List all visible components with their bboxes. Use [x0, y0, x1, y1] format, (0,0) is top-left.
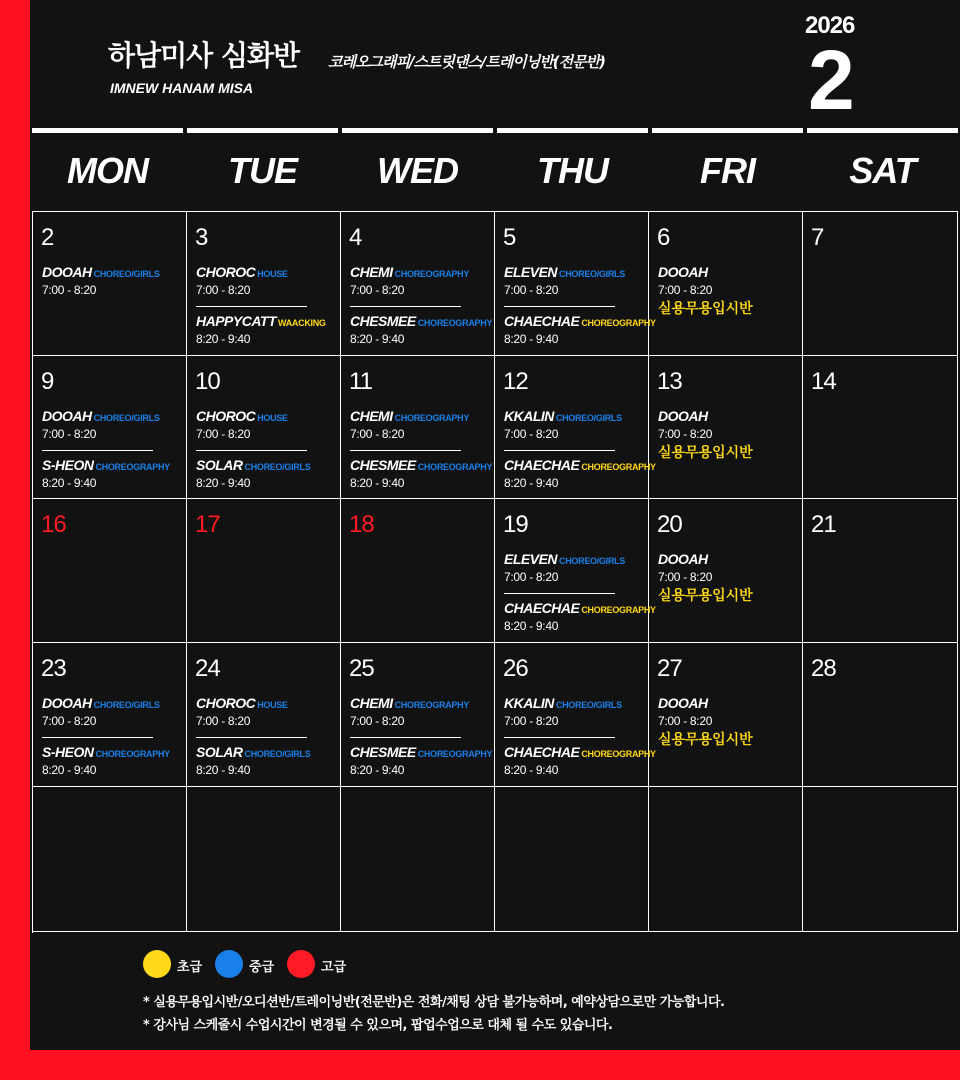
class-title-line [42, 695, 182, 713]
class-time: 7:00 - 8:20 [196, 714, 251, 728]
weekday-label: TUE [228, 150, 297, 191]
instructor-name: CHEMI [350, 264, 393, 280]
class-slot [504, 264, 644, 297]
instructor-name: DOOAH [42, 408, 92, 424]
genre-tag: CHOREOGRAPHY [394, 413, 470, 423]
class-slot [42, 408, 182, 441]
day-number: 16 [41, 511, 66, 538]
class-slot [42, 695, 182, 728]
studio-subtitle-en: IMNEW HANAM MISA [110, 80, 254, 96]
day-number: 19 [503, 511, 528, 538]
slot-divider [42, 450, 153, 451]
genre-tag: CHOREO/GIRLS [93, 269, 160, 279]
class-time: 7:00 - 8:20 [350, 427, 405, 441]
class-title-line [196, 264, 336, 282]
calendar-day-cell [187, 643, 341, 787]
calendar-day-cell [33, 356, 187, 499]
level-color-dot [287, 950, 315, 978]
day-number: 12 [503, 368, 528, 395]
header-divider-bar [342, 128, 493, 133]
class-slot [350, 264, 490, 297]
slot-divider [504, 737, 615, 738]
calendar-day-cell [649, 643, 803, 787]
day-number: 5 [503, 224, 516, 251]
genre-tag: HOUSE [257, 269, 288, 279]
class-time: 7:00 - 8:20 [658, 283, 713, 297]
calendar-day-cell [341, 356, 495, 499]
class-slot [658, 695, 798, 749]
class-slot [196, 457, 336, 490]
genre-tag: WAACKING [278, 318, 326, 328]
genre-tag: CHOREOGRAPHY [581, 605, 656, 615]
class-time: 8:20 - 9:40 [504, 763, 559, 777]
notice-text: * 실용무용입시반/오디션반/트레이닝반(전문반)은 전화/채팅 상담 불가능하며, 예약상담으로만 가능합니다. [143, 995, 725, 1010]
class-slot [504, 457, 656, 490]
instructor-name: DOOAH [658, 551, 708, 567]
class-title-line [196, 408, 336, 426]
instructor-name: KKALIN [504, 408, 554, 424]
class-time: 7:00 - 8:20 [350, 283, 405, 297]
calendar-day-cell [495, 787, 649, 932]
class-title-line [504, 264, 644, 282]
class-slot [42, 457, 182, 490]
class-time: 7:00 - 8:20 [42, 714, 97, 728]
day-number: 3 [195, 224, 208, 251]
instructor-name: DOOAH [658, 695, 708, 711]
weekday-header [497, 128, 648, 210]
class-title-line [196, 457, 336, 475]
class-slot [504, 551, 644, 584]
class-slot [350, 695, 490, 728]
genre-tag: CHOREOGRAPHY [394, 269, 470, 279]
slot-divider [196, 737, 307, 738]
class-title-line [350, 695, 490, 713]
weekday-label: WED [377, 150, 458, 191]
header-divider-bar [497, 128, 648, 133]
class-title-line [504, 551, 644, 569]
weekday-header [652, 128, 803, 210]
class-slot [504, 313, 656, 346]
instructor-name: CHESMEE [350, 457, 416, 473]
level-color-dot [143, 950, 171, 978]
class-time: 7:00 - 8:20 [504, 283, 559, 297]
class-title-line [504, 744, 656, 762]
weekday-label: THU [537, 150, 608, 191]
instructor-name: DOOAH [658, 408, 708, 424]
class-time: 7:00 - 8:20 [42, 283, 97, 297]
day-number: 13 [657, 368, 682, 395]
class-title-line [504, 313, 656, 331]
legend-label: 중급 [249, 960, 275, 975]
class-title-line [658, 264, 798, 282]
class-time: 8:20 - 9:40 [42, 476, 97, 490]
calendar-day-cell [33, 787, 187, 932]
class-time: 7:00 - 8:20 [42, 427, 97, 441]
instructor-name: DOOAH [658, 264, 708, 280]
genre-tag: CHOREO/GIRLS [555, 413, 622, 423]
instructor-name: DOOAH [42, 695, 92, 711]
calendar-day-cell [495, 643, 656, 787]
calendar-day-cell [495, 499, 656, 643]
slot-divider [350, 737, 461, 738]
level-color-dot [215, 950, 243, 978]
header-divider-bar [32, 128, 183, 133]
class-title-line [658, 695, 798, 713]
instructor-name: CHOROC [196, 264, 256, 280]
day-number: 23 [41, 655, 66, 682]
day-number: 25 [349, 655, 374, 682]
month-label: 2 [808, 33, 852, 127]
class-slot [350, 408, 490, 441]
day-number: 21 [811, 511, 836, 538]
class-slot [196, 264, 336, 297]
class-title-line [196, 744, 336, 762]
class-title-line [350, 744, 493, 762]
special-class-label: 실용무용입시반 [658, 301, 753, 317]
day-number: 6 [657, 224, 670, 251]
day-number: 11 [349, 368, 372, 395]
class-time: 8:20 - 9:40 [504, 476, 559, 490]
slot-divider [350, 450, 461, 451]
genre-tag: CHOREO/GIRLS [93, 413, 160, 423]
calendar-day-cell [341, 643, 495, 787]
special-class-label: 실용무용입시반 [658, 445, 753, 461]
class-time: 8:20 - 9:40 [196, 763, 251, 777]
class-time: 7:00 - 8:20 [350, 714, 405, 728]
day-number: 26 [503, 655, 528, 682]
day-number: 17 [195, 511, 220, 538]
calendar-day-cell [187, 499, 341, 643]
calendar-day-cell [803, 212, 958, 356]
day-number: 27 [657, 655, 682, 682]
instructor-name: CHOROC [196, 408, 256, 424]
class-title-line [42, 744, 182, 762]
instructor-name: S-HEON [42, 457, 94, 473]
class-slot [42, 264, 182, 297]
day-number: 4 [349, 224, 362, 251]
class-slot [658, 408, 798, 462]
notice-text: * 강사님 스케줄시 수업시간이 변경될 수 있으며, 팝업수업으로 대체 될 수도 있습니다. [143, 1018, 613, 1033]
class-time: 8:20 - 9:40 [196, 476, 251, 490]
class-title-line [658, 408, 798, 426]
class-time: 8:20 - 9:40 [350, 763, 405, 777]
class-slot [658, 551, 798, 605]
class-title-line [42, 408, 182, 426]
weekday-label: SAT [849, 150, 916, 191]
class-title-line [350, 457, 493, 475]
class-time: 8:20 - 9:40 [42, 763, 97, 777]
class-slot [196, 313, 336, 346]
genre-tag: CHOREOGRAPHY [95, 462, 170, 472]
class-slot [350, 744, 493, 777]
class-slot [196, 744, 336, 777]
class-title-line [504, 457, 656, 475]
header-divider-bar [807, 128, 958, 133]
class-categories: 코레오그래피/스트릿댄스/트레이닝반(전문반) [328, 53, 605, 71]
calendar-day-cell [803, 787, 958, 932]
class-time: 8:20 - 9:40 [196, 332, 251, 346]
calendar-day-cell [187, 212, 341, 356]
day-number: 24 [195, 655, 220, 682]
slot-divider [504, 450, 615, 451]
calendar-day-cell [187, 356, 341, 499]
header-divider-bar [187, 128, 338, 133]
class-time: 7:00 - 8:20 [196, 427, 251, 441]
genre-tag: CHOREO/GIRLS [93, 700, 160, 710]
class-slot [350, 313, 493, 346]
genre-tag: CHOREOGRAPHY [417, 749, 493, 759]
class-time: 7:00 - 8:20 [504, 714, 559, 728]
calendar-day-cell [803, 643, 958, 787]
instructor-name: CHESMEE [350, 313, 416, 329]
genre-tag: HOUSE [257, 700, 288, 710]
instructor-name: CHEMI [350, 408, 393, 424]
legend-label: 고급 [321, 960, 347, 975]
calendar-day-cell [495, 212, 656, 356]
class-title-line [196, 313, 336, 331]
slot-divider [350, 306, 461, 307]
instructor-name: CHEMI [350, 695, 393, 711]
calendar-day-cell [649, 787, 803, 932]
day-number: 14 [811, 368, 836, 395]
calendar-day-cell [187, 787, 341, 932]
genre-tag: CHOREOGRAPHY [581, 318, 656, 328]
day-number: 10 [195, 368, 220, 395]
class-title-line [350, 408, 490, 426]
weekday-header [807, 128, 958, 210]
instructor-name: ELEVEN [504, 551, 558, 567]
schedule-poster [30, 0, 960, 1050]
instructor-name: CHAECHAE [504, 457, 580, 473]
calendar-day-cell [341, 212, 495, 356]
genre-tag: CHOREO/GIRLS [244, 749, 311, 759]
day-number: 18 [349, 511, 374, 538]
weekday-label: MON [67, 150, 148, 191]
calendar-day-cell [341, 499, 495, 643]
studio-title: 하남미사 심화반 [108, 39, 300, 72]
header-divider-bar [652, 128, 803, 133]
day-number: 7 [811, 224, 824, 251]
instructor-name: CHAECHAE [504, 600, 580, 616]
legend-label: 초급 [177, 960, 203, 975]
day-number: 28 [811, 655, 836, 682]
class-title-line [42, 457, 182, 475]
calendar-grid [32, 211, 958, 933]
genre-tag: CHOREO/GIRLS [559, 556, 625, 566]
slot-divider [196, 450, 307, 451]
instructor-name: ELEVEN [504, 264, 558, 280]
class-title-line [504, 600, 656, 618]
class-time: 8:20 - 9:40 [350, 332, 405, 346]
weekday-header [187, 128, 338, 210]
class-time: 8:20 - 9:40 [504, 332, 559, 346]
instructor-name: DOOAH [42, 264, 92, 280]
class-slot [196, 408, 336, 441]
instructor-name: SOLAR [196, 744, 243, 760]
class-time: 7:00 - 8:20 [196, 283, 251, 297]
instructor-name: CHAECHAE [504, 313, 580, 329]
calendar-day-cell [649, 212, 803, 356]
class-slot [350, 457, 493, 490]
special-class-label: 실용무용입시반 [658, 588, 753, 604]
genre-tag: HOUSE [257, 413, 288, 423]
slot-divider [196, 306, 307, 307]
weekday-header [342, 128, 493, 210]
instructor-name: SOLAR [196, 457, 243, 473]
year-label: 2026 [805, 12, 855, 39]
class-time: 7:00 - 8:20 [658, 570, 713, 584]
class-title-line [350, 313, 493, 331]
class-title-line [504, 695, 644, 713]
calendar-day-cell [803, 499, 958, 643]
calendar-day-cell [33, 643, 187, 787]
calendar-day-cell [495, 356, 656, 499]
class-slot [196, 695, 336, 728]
day-number: 2 [41, 224, 54, 251]
genre-tag: CHOREO/GIRLS [244, 462, 311, 472]
instructor-name: S-HEON [42, 744, 94, 760]
class-time: 7:00 - 8:20 [658, 714, 713, 728]
genre-tag: CHOREOGRAPHY [417, 318, 493, 328]
class-title-line [196, 695, 336, 713]
genre-tag: CHOREO/GIRLS [559, 269, 625, 279]
slot-divider [504, 593, 615, 594]
class-time: 7:00 - 8:20 [504, 570, 559, 584]
class-time: 7:00 - 8:20 [658, 427, 713, 441]
instructor-name: CHESMEE [350, 744, 416, 760]
instructor-name: CHOROC [196, 695, 256, 711]
class-slot [42, 744, 182, 777]
class-title-line [504, 408, 644, 426]
class-slot [504, 408, 644, 441]
instructor-name: KKALIN [504, 695, 554, 711]
calendar-day-cell [341, 787, 495, 932]
calendar-day-cell [33, 212, 187, 356]
instructor-name: HAPPYCATT [196, 313, 277, 329]
calendar-day-cell [649, 356, 803, 499]
instructor-name: CHAECHAE [504, 744, 580, 760]
slot-divider [42, 737, 153, 738]
class-slot [504, 744, 656, 777]
genre-tag: CHOREOGRAPHY [394, 700, 470, 710]
calendar-day-cell [649, 499, 803, 643]
class-slot [658, 264, 798, 318]
genre-tag: CHOREOGRAPHY [95, 749, 170, 759]
weekday-header [32, 128, 183, 210]
class-title-line [658, 551, 798, 569]
genre-tag: CHOREOGRAPHY [581, 749, 656, 759]
class-time: 8:20 - 9:40 [350, 476, 405, 490]
genre-tag: CHOREOGRAPHY [581, 462, 656, 472]
calendar-day-cell [33, 499, 187, 643]
class-time: 8:20 - 9:40 [504, 619, 559, 633]
class-slot [504, 600, 656, 633]
genre-tag: CHOREO/GIRLS [555, 700, 622, 710]
special-class-label: 실용무용입시반 [658, 732, 753, 748]
calendar-day-cell [803, 356, 958, 499]
class-slot [504, 695, 644, 728]
day-number: 20 [657, 511, 682, 538]
day-number: 9 [41, 368, 54, 395]
genre-tag: CHOREOGRAPHY [417, 462, 493, 472]
slot-divider [504, 306, 615, 307]
class-title-line [350, 264, 490, 282]
class-title-line [42, 264, 182, 282]
class-time: 7:00 - 8:20 [504, 427, 559, 441]
weekday-label: FRI [700, 150, 755, 191]
